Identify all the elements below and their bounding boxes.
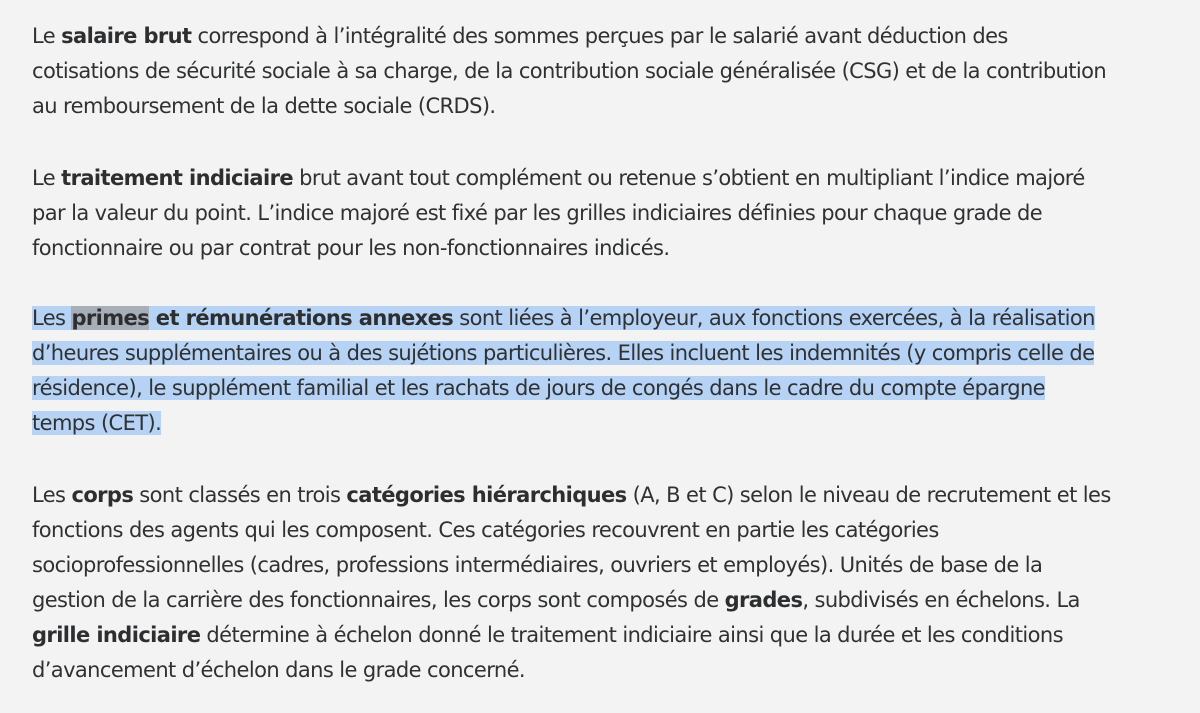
text-run: gestion de la carrière des fonctionnaires, les corps sont composés de xyxy=(32,588,725,612)
text-run: Le xyxy=(32,24,62,48)
text-line xyxy=(32,371,1192,406)
term-primes-highlighted: primes xyxy=(71,306,150,330)
term-salaire-brut: salaire brut xyxy=(61,24,192,48)
text-run: fonctions des agents qui les composent. Ces catégories recouvrent en partie les catégories xyxy=(32,518,939,542)
text-line xyxy=(32,161,1192,196)
text-line xyxy=(32,336,1192,371)
text-line xyxy=(32,196,1192,231)
text-line xyxy=(32,19,1192,54)
text-line xyxy=(32,231,1192,266)
text-line xyxy=(32,406,1192,441)
text-run: sont liées à l’employeur, aux fonctions exercées, à la réalisation xyxy=(453,306,1095,330)
term-corps: corps xyxy=(71,483,134,507)
term-categories-hierarchiques: catégories hiérarchiques xyxy=(346,483,627,507)
term-traitement-indiciaire: traitement indiciaire xyxy=(61,166,294,190)
text-line xyxy=(32,513,1192,548)
text-run: Les xyxy=(32,306,72,330)
text-run: (A, B et C) selon le niveau de recrutement et les xyxy=(626,483,1111,507)
text-line xyxy=(32,548,1192,583)
text-line xyxy=(32,89,1192,124)
paragraph-traitement-indiciaire xyxy=(32,161,1192,266)
selected-text xyxy=(32,306,1095,330)
text-run: détermine à échelon donné le traitement indiciaire ainsi que la durée et les conditions xyxy=(200,623,1063,647)
selected-text: temps (CET). xyxy=(32,411,162,435)
text-line xyxy=(32,478,1192,513)
text-run: brut avant tout complément ou retenue s’obtient en multipliant l’indice majoré xyxy=(293,166,1085,190)
text-run: Les xyxy=(32,483,72,507)
term-grille-indiciaire: grille indiciaire xyxy=(32,623,201,647)
text-run: fonctionnaire ou par contrat pour les non-fonctionnaires indicés. xyxy=(32,236,670,260)
selected-text: résidence), le supplément familial et les rachats de jours de congés dans le cadre du compte épargne xyxy=(32,376,1046,400)
term-remunerations-annexes: et rémunérations annexes xyxy=(149,306,454,330)
text-run: d’avancement d’échelon dans le grade concerné. xyxy=(32,658,525,682)
text-run: correspond à l’intégralité des sommes perçues par le salarié avant déduction des xyxy=(191,24,1008,48)
text-run: sont classés en trois xyxy=(133,483,347,507)
text-line xyxy=(32,653,1192,688)
text-line xyxy=(32,54,1192,89)
text-line xyxy=(32,618,1192,653)
text-run: Le xyxy=(32,166,62,190)
text-line xyxy=(32,583,1192,618)
paragraph-corps-categories xyxy=(32,478,1192,688)
text-run: par la valeur du point. L’indice majoré est fixé par les grilles indiciaires définies pour chaque grade de xyxy=(32,201,1043,225)
paragraph-primes-selected[interactable] xyxy=(32,301,1192,441)
paragraph-salaire-brut xyxy=(32,19,1192,124)
text-run: socioprofessionnelles (cadres, professions intermédiaires, ouvriers et employés). Unités de base de la xyxy=(32,553,1043,577)
text-line xyxy=(32,301,1192,336)
text-run: , subdivisés en échelons. La xyxy=(802,588,1080,612)
selected-text: d’heures supplémentaires ou à des sujétions particulières. Elles incluent les indemnités (y compris celle de xyxy=(32,341,1095,365)
text-run: cotisations de sécurité sociale à sa charge, de la contribution sociale généralisée (CSG) et de la contribution xyxy=(32,59,1107,83)
text-run: au remboursement de la dette sociale (CRDS). xyxy=(32,94,496,118)
term-grades: grades xyxy=(724,588,803,612)
